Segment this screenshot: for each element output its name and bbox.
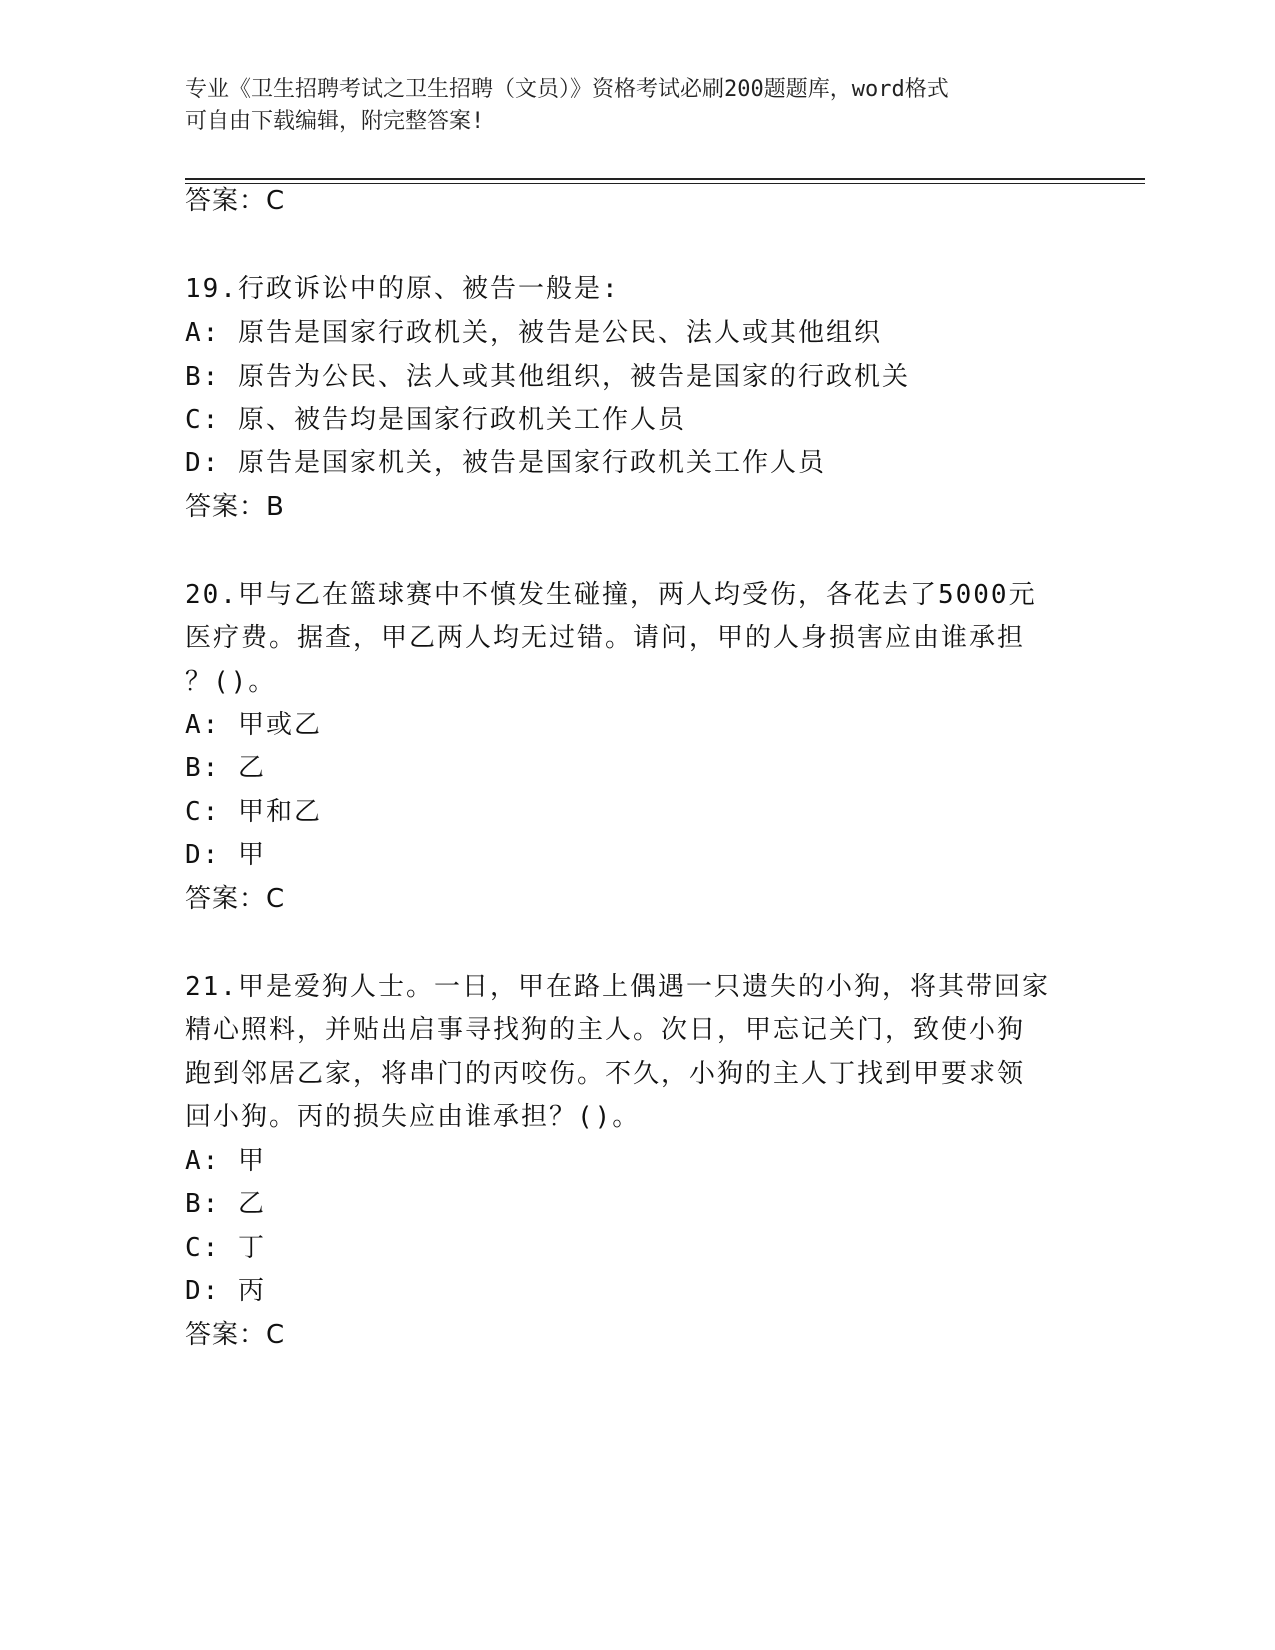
option-b: B: 原告为公民、法人或其他组织，被告是国家的行政机关	[185, 362, 910, 392]
option-a: A: 甲	[185, 1146, 266, 1176]
answer: 答案：C	[185, 1320, 286, 1350]
option-c: C: 原、被告均是国家行政机关工作人员	[185, 405, 686, 435]
answer: 答案：B	[185, 492, 285, 522]
header-rule-thick	[185, 178, 1145, 180]
page-header	[185, 74, 1065, 138]
question-stem-line-1: 20.甲与乙在篮球赛中不慎发生碰撞，两人均受伤，各花去了5000元	[185, 580, 1037, 610]
question-stem-line-2: 医疗费。据查，甲乙两人均无过错。请问，甲的人身损害应由谁承担	[185, 623, 1026, 653]
header-line-1: 专业《卫生招聘考试之卫生招聘（文员）》资格考试必刷200题题库，word格式	[185, 77, 949, 102]
question-stem: 19.行政诉讼中的原、被告一般是:	[185, 274, 620, 304]
option-c: C: 丁	[185, 1233, 266, 1263]
option-b: B: 乙	[185, 753, 266, 783]
option-d: D: 甲	[185, 840, 266, 870]
header-line-2: 可自由下载编辑，附完整答案!	[185, 109, 485, 134]
option-b: B: 乙	[185, 1189, 266, 1219]
question-stem-line-3: 跑到邻居乙家，将串门的丙咬伤。不久，小狗的主人丁找到甲要求领	[185, 1059, 1026, 1089]
question-stem-line-4: 回小狗。丙的损失应由谁承担？()。	[185, 1102, 641, 1132]
header-rule-thin	[185, 183, 1145, 184]
question-stem-line-1: 21.甲是爱狗人士。一日，甲在路上偶遇一只遗失的小狗，将其带回家	[185, 972, 1050, 1002]
option-a: A: 甲或乙	[185, 710, 322, 740]
option-d: D: 丙	[185, 1276, 266, 1306]
question-stem-line-3: ？()。	[185, 667, 277, 697]
option-c: C: 甲和乙	[185, 797, 322, 827]
previous-answer: 答案：C	[185, 186, 286, 216]
answer: 答案：C	[185, 884, 286, 914]
option-d: D: 原告是国家机关，被告是国家行政机关工作人员	[185, 448, 826, 478]
option-a: A: 原告是国家行政机关，被告是公民、法人或其他组织	[185, 318, 882, 348]
question-stem-line-2: 精心照料，并贴出启事寻找狗的主人。次日，甲忘记关门，致使小狗	[185, 1015, 1026, 1045]
